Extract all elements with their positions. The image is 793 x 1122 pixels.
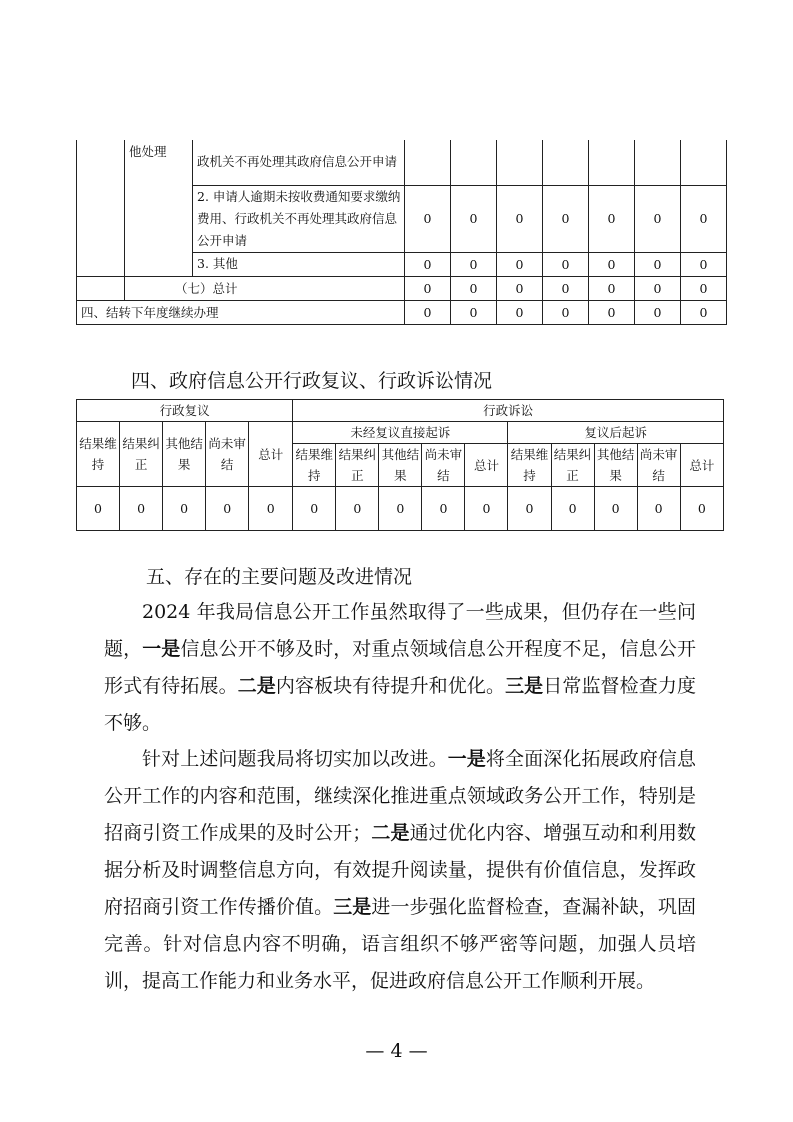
value-cell: 0: [77, 487, 120, 531]
col-header: 结果维持: [293, 444, 336, 487]
point-two-marker: 二是: [237, 675, 276, 697]
group-litigation-header: 行政诉讼: [293, 400, 724, 422]
value-cell: 0: [451, 185, 497, 252]
value-cell: 0: [497, 252, 543, 276]
value-cell: 0: [635, 300, 681, 324]
improvements-text-a: 针对上述问题我局将切实加以改进。: [142, 748, 448, 770]
sub-direct-header: 未经复议直接起诉: [293, 422, 508, 444]
value-cell: 0: [206, 487, 249, 531]
value-cell: 0: [508, 487, 551, 531]
value-cell: 0: [589, 252, 635, 276]
col-header: 结果纠正: [120, 422, 163, 487]
col-header: 尚未审结: [637, 444, 680, 487]
carry-over-row-label: 四、结转下年度继续办理: [77, 300, 405, 324]
value-cell: 0: [405, 185, 451, 252]
value-cell: 0: [163, 487, 206, 531]
col-header: 结果纠正: [551, 444, 594, 487]
page-number: — 4 —: [365, 1040, 428, 1062]
col-header: 结果维持: [77, 422, 120, 487]
value-cell: [543, 140, 589, 185]
value-cell: 0: [680, 487, 723, 531]
value-cell: 0: [635, 276, 681, 300]
value-cell: 0: [543, 185, 589, 252]
value-cell: 0: [249, 487, 293, 531]
col-header: 总计: [249, 422, 293, 487]
col-header: 其他结果: [594, 444, 637, 487]
value-cell: 0: [681, 300, 727, 324]
col-header: 总计: [465, 444, 508, 487]
value-cell: 0: [543, 252, 589, 276]
col-header: 结果纠正: [336, 444, 379, 487]
col-header: 其他结果: [379, 444, 422, 487]
improvements-text-e: 进一步强化监督检查，查漏补缺，巩固完善。针对信息内容不明确，语言组织不够严密等问题，加强人员培训，提高工作能力和业务水平，促进政府信息公开工作顺利开展。: [104, 896, 696, 992]
value-cell: 0: [451, 300, 497, 324]
value-cell: [497, 140, 543, 185]
section5-heading: 五、存在的主要问题及改进情况: [146, 566, 413, 588]
value-cell: 0: [405, 252, 451, 276]
problems-text-c: 信息公开不够及时，对重点领域信息公开程度不足，信息公开形式有待拓展。: [104, 638, 696, 697]
improvements-paragraph: [104, 741, 696, 1000]
group-review-header: 行政复议: [77, 400, 293, 422]
value-cell: 0: [497, 185, 543, 252]
col-header: 其他结果: [163, 422, 206, 487]
problems-text-a: 2024 年我局信息公开工作虽然取得了一些成果，但仍存在一些问题，: [104, 601, 696, 660]
value-cell: [405, 140, 451, 185]
point-three-marker: 三是: [505, 675, 544, 697]
value-cell: 0: [589, 300, 635, 324]
value-cell: 0: [465, 487, 508, 531]
outer-category-cell: [77, 140, 125, 276]
value-cell: 0: [379, 487, 422, 531]
total-row-label: （七）总计: [125, 276, 405, 300]
value-cell: 0: [637, 487, 680, 531]
value-cell: 0: [405, 276, 451, 300]
col-header: 尚未审结: [206, 422, 249, 487]
improvements-text-c: 将全面深化拓展政府信息公开工作的内容和范围，继续深化推进重点领域政务公开工作，特别是招商引资工作成果的及时公开；: [104, 748, 696, 844]
disposition-table-continued: [76, 140, 727, 325]
other-item2-text: 2. 申请人逾期未按收费通知要求缴纳费用、行政机关不再处理其政府信息公开申请: [193, 185, 405, 252]
col-header: 结果维持: [508, 444, 551, 487]
value-cell: 0: [589, 276, 635, 300]
improvements-text-d: 通过优化内容、增强互动和利用数据分析及时调整信息方向，有效提升阅读量，提供有价值信息，发挥政府招商引资工作传播价值。: [104, 822, 696, 918]
value-cell: 0: [681, 252, 727, 276]
other-item1-text: 政机关不再处理其政府信息公开申请: [193, 140, 405, 185]
value-cell: 0: [681, 276, 727, 300]
problems-text-e: 日常监督检查力度不够。: [104, 675, 696, 734]
value-cell: 0: [594, 487, 637, 531]
point-one-marker: 一是: [142, 638, 181, 660]
value-cell: 0: [405, 300, 451, 324]
value-cell: 0: [497, 300, 543, 324]
value-cell: 0: [451, 252, 497, 276]
value-cell: 0: [422, 487, 465, 531]
value-cell: [451, 140, 497, 185]
value-cell: 0: [635, 185, 681, 252]
value-cell: 0: [551, 487, 594, 531]
value-cell: 0: [451, 276, 497, 300]
value-cell: 0: [497, 276, 543, 300]
col-header: 尚未审结: [422, 444, 465, 487]
other-processing-label: 他处理: [125, 140, 193, 276]
value-cell: 0: [336, 487, 379, 531]
value-cell: 0: [543, 276, 589, 300]
value-cell: [681, 140, 727, 185]
col-header: 总计: [680, 444, 723, 487]
value-cell: 0: [293, 487, 336, 531]
value-cell: [589, 140, 635, 185]
review-litigation-table: [76, 399, 724, 531]
value-cell: 0: [589, 185, 635, 252]
problems-text-d: 内容板块有待提升和优化。: [275, 675, 506, 697]
other-item3-text: 3. 其他: [193, 252, 405, 276]
value-cell: 0: [120, 487, 163, 531]
value-cell: [635, 140, 681, 185]
outer-category-cell: [77, 276, 125, 300]
value-cell: 0: [635, 252, 681, 276]
section4-heading: 四、政府信息公开行政复议、行政诉讼情况: [131, 370, 493, 392]
value-cell: 0: [681, 185, 727, 252]
problems-paragraph: [104, 594, 696, 742]
point-two-marker: 二是: [371, 822, 410, 844]
value-cell: 0: [543, 300, 589, 324]
point-one-marker: 一是: [447, 748, 486, 770]
sub-after-header: 复议后起诉: [508, 422, 724, 444]
point-three-marker: 三是: [333, 896, 372, 918]
